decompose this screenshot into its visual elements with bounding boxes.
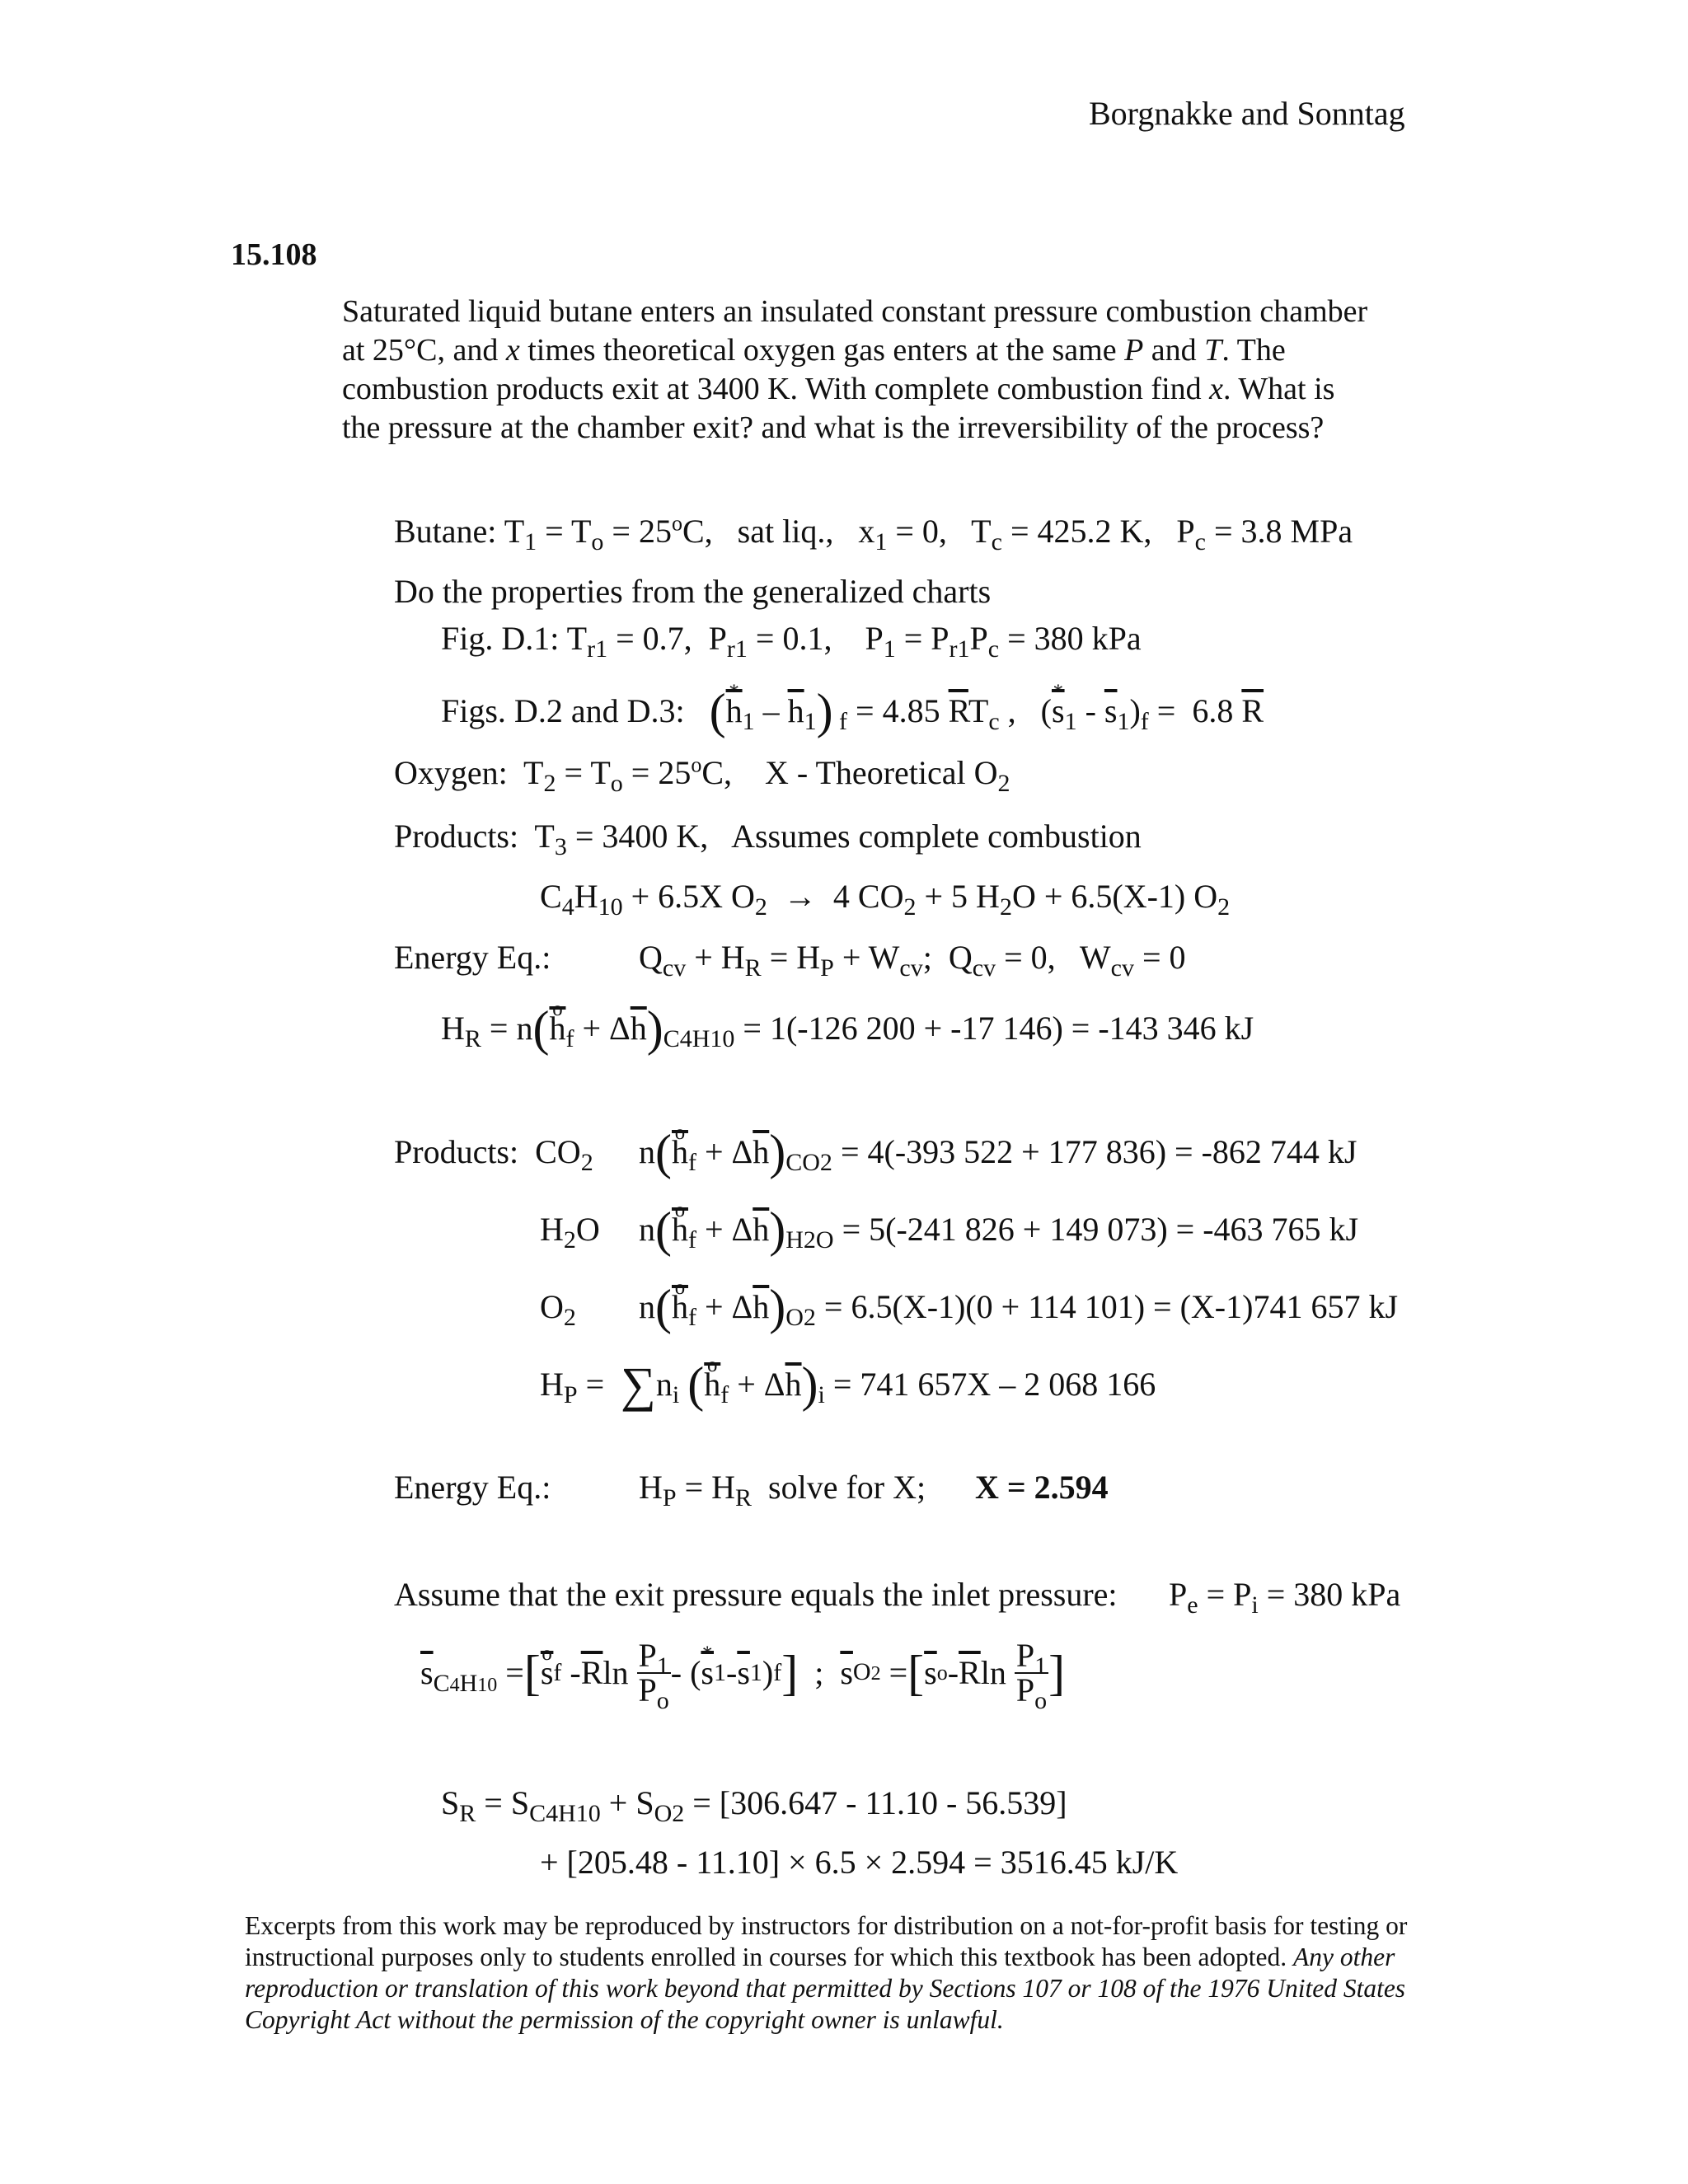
products-line: Products: $T_3 = 3400$ K, Assumes complete combustion bbox=[394, 818, 1142, 860]
entropy-definitions: $\overline{s}_{C4H10}$ = [ o $\overline{s}$ f - $\overline{R}$ ln $\frac{P_1}{P_o}$ - ( * $\overline{s}$ 1 - $\overline{s}$ 1 ) f ] ; $\overline{s}$ O2 = [ $\overline{s}$ o - $\overline{R}$ ln $\frac{P_1}{P_o}$ ] bbox=[420, 1628, 1065, 1718]
sr-line: $S_R = S_{C4H10} + S_{O2} = [306.647 - 11.10 - 56.539]$ bbox=[441, 1784, 1067, 1827]
figs-d2-d3-line: Figs. D.2 and D.3: (* $\overline{h}_1 - \overline{h}_1$) $_f$ = 4.85 $\overline{R}T_c$ , (* $\overline{s}_1 - \overline{s}_1)_f = 6.8$ $\overline{R}$ bbox=[441, 695, 1264, 728]
statement-line-3: combustion products exit at 3400 K. With complete combustion find x. What is bbox=[342, 372, 1335, 406]
h2o-line: n(o $\overline{h}_f + \Delta\overline{h})_{H2O} = 5(-241$ 826 + 149 073) = -463 765 kJ bbox=[639, 1213, 1358, 1246]
hr-line: $H_R = n(o$ $\overline{h}_f + \Delta\overline{h})_{C4H10} = 1(-126$ 200 + -17 146) = -143 346 kJ bbox=[441, 1012, 1254, 1045]
assume-line: Assume that the exit pressure equals the inlet pressure: bbox=[394, 1576, 1118, 1613]
page-header-authors: Borgnakke and Sonntag bbox=[1089, 95, 1405, 132]
energy-eq-label-2: Energy Eq.: bbox=[394, 1469, 551, 1506]
hp-line: $H_P = \sum n_i$ (o $\overline{h}_f + \Delta\overline{h})_i = 741$ 657X – 2 068 166 bbox=[540, 1368, 1156, 1401]
statement-line-1: Saturated liquid butane enters an insulated constant pressure combustion chamber bbox=[342, 294, 1368, 329]
o2-line: n(o $\overline{h}_f + \Delta\overline{h})_{O2} = 6.5(X-1)(0 + 114$ 101) = (X-1)741 657 kJ bbox=[639, 1291, 1398, 1324]
x-result: X = 2.594 bbox=[975, 1469, 1109, 1506]
statement-line-4: the pressure at the chamber exit? and what is the irreversibility of the process? bbox=[342, 410, 1325, 445]
h2o-label: $H_2O$ bbox=[540, 1211, 600, 1254]
products-co2-label: Products: $CO_2$ bbox=[394, 1133, 593, 1176]
o2-label: $O_2$ bbox=[540, 1288, 576, 1331]
copyright-footer: Excerpts from this work may be reproduced by instructors for distribution on a not-for-profit basis for testing or instructional purposes only to students enrolled in courses for which this textbook has been adopted. Any other reproduction or translation of this work beyond that permitted by Sections 107 or 108 of the 1976 United States Copyright Act without the permission of the copyright owner is unlawful. bbox=[245, 1911, 1408, 2034]
problem-statement bbox=[342, 293, 1438, 448]
fig-d1-line: Fig. D.1: $T_{r1} = 0.7$, $P_{r1} = 0.1$, $P_1 = P_{r1}P_c = 380$ kPa bbox=[441, 620, 1142, 663]
combustion-equation: $C_4H_{10} + 6.5X$ $O_2 \to 4$ $CO_2 + 5$ $H_2O + 6.5(X-1)$ $O_2$ bbox=[540, 878, 1231, 921]
oxygen-line: Oxygen: $T_2 = T_o = 25^oC$, X - Theoretical $O_2$ bbox=[394, 752, 1010, 797]
solve-line: $H_P = H_R$ solve for X; bbox=[639, 1469, 926, 1511]
problem-number: 15.108 bbox=[231, 237, 317, 272]
butane-line: Butane: $T_1 = T_o = 25^oC$, sat liq., $x_1 = 0$, $T_c = 425.2$ K, $P_c = 3.8$ MPa bbox=[394, 511, 1353, 555]
pe-line: $P_e = P_i = 380$ kPa bbox=[1169, 1576, 1401, 1619]
properties-line: Do the properties from the generalized charts bbox=[394, 573, 992, 610]
co2-line: n(o $\overline{h}_f + \Delta\overline{h})_{CO2} = 4(-393$ 522 + 177 836) = -862 744 kJ bbox=[639, 1136, 1357, 1169]
sr-line-2: + [205.48 - 11.10] × 6.5 × 2.594 = 3516.45 kJ/K bbox=[540, 1844, 1179, 1881]
energy-equation: $Q_{cv} + H_R = H_P + W_{cv}$; $Q_{cv} = 0$, $W_{cv} = 0$ bbox=[639, 939, 1186, 982]
energy-eq-label-1: Energy Eq.: bbox=[394, 939, 551, 976]
statement-line-2: at 25°C, and x times theoretical oxygen gas enters at the same P and T. The bbox=[342, 333, 1286, 368]
